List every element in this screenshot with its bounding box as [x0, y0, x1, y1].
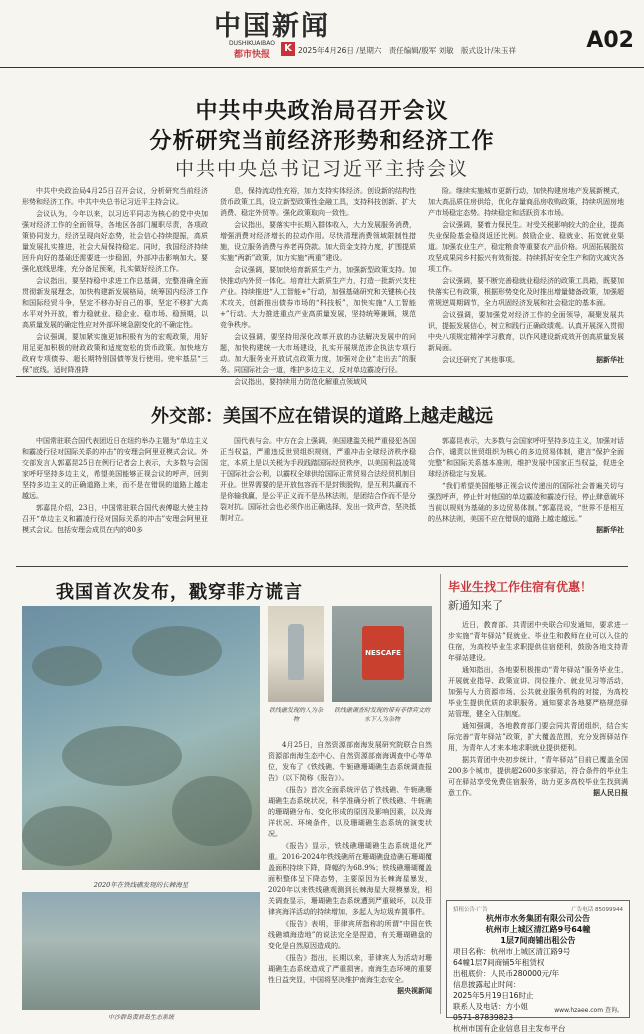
- paragraph: 会议认为，今年以来，以习近平同志为核心的党中央加强对经济工作的全面领导，各地区各部门履职尽责，各项政策协同发力，经济呈现向好态势，社会信心持续提振，高质量发展扎实推进，社会大局保持稳定。同时，我国经济持续回升向好的基础还需要进一步稳固，外部冲击影响加大。要强化底线思维，充分备足预案，扎实做好经济工作。: [22, 210, 208, 273]
- issue-meta: [298, 45, 521, 56]
- brand-logo-icon: K: [281, 42, 295, 56]
- paragraph: 《报告》表明，菲律宾所指称的所谓“中国在铁线礁填海造地”的说法完全是捏造，有关珊瑚礁盘的变化是自然原因造成的。: [268, 920, 432, 950]
- ad-address: 杭州市上城区清江路9号64幢: [485, 925, 591, 934]
- ad-header: [453, 905, 623, 913]
- paragraph: 国代表与会。中方在会上强调，美国建滥关税严重侵犯各国正当权益，严重违反世贸组织规则，严重冲击全球经济秩序稳定，本质上是以关税为手段践踏国际经贸秩序，以美国利益凌驾于国际社会公利，以霸权全球供给国际正常贸易合法经贸机制目开业。世界需要的是开放包容而不是封锁脱钩，是互利共赢而不是你输我赢，是公平正义而不是丛林法则，是团结合作而不是分裂对抗。国际社会也必须作出正确选择，发出一致声音，坚决抵制对立。: [220, 437, 416, 522]
- designer-credit: 版式设计/朱玉祥: [461, 46, 517, 55]
- lead-source: 据新华社: [596, 356, 624, 364]
- ad-floor: 1层7间商铺出租公告: [500, 936, 576, 945]
- ad-header-right: 广告电话 85099944: [571, 907, 623, 913]
- paragraph: 近日，教育部、共青团中央联合印发通知，要求进一步实施“青年驿站”促就业、毕业生和教师在业可以入住的住宿，为高校毕业生求职提供住宿便利，鼓励各地支持青年驿站建设。: [448, 621, 628, 662]
- article4-body: [448, 620, 628, 892]
- ad-website: www.hzaee.com 查询。: [554, 1007, 623, 1014]
- paragraph: 通知指出，各地要积极推动“青年驿站”服务毕业生，开展就业指导、政策宣讲、岗位推介、就业见习等活动，加强与人力资源市场、公共就业服务机构的对接，为高校毕业生提供优质的求职服务。通知要求各地要严格规范驿站管理，健全入住制度。: [448, 666, 628, 718]
- brand-pinyin: DUSHIKUAIBAO: [229, 40, 275, 47]
- reef-ecosystem-photo: [22, 892, 260, 1010]
- can-label: NESCAFE: [362, 626, 404, 680]
- paragraph: 郭嘉昆介绍，23日，中国常驻联合国代表傅聪大使主持召开“单边主义和霸凌行径对国际关系的冲击”安理会阿里亚模式会议。包括安理会成员在内的80多: [22, 504, 208, 534]
- paragraph: 会议强调，要加紧实施更加积极有为的宏观政策，用好用足更加积极的财政政策和适度宽松的货币政策。加快地方政府专项债券、超长期特别国债等发行使用。兜牢基层“三保”底线。适时降准降: [22, 333, 208, 374]
- issue-date: 2025年4月26日 /星期六: [298, 46, 382, 55]
- editor-credit: 责任编辑/殷军 刘敏: [388, 46, 454, 55]
- paragraph: 会议强调，要坚持用深化改革开放的办法解决发展中的问题，加快构建统一大市场建设，扎实开展规范涉企执法专项行动。加大服务业开放试点政策力度，加强对企业“走出去”的服务。同国际社会一道，维护多边主义，反对单边霸凌行径。: [220, 333, 416, 374]
- article2-headline: 外交部：美国不应在错误的道路上越走越远: [151, 406, 493, 427]
- lead-headline-line1: 中共中央政治局召开会议: [195, 99, 449, 124]
- divider: [16, 566, 628, 567]
- paragraph: 据共青团中央初步统计，“青年驿站”目前已覆盖全国200多个城市，提供超2600多家驿站，符合条件的毕业生可在驿站享受免费住宿服务，助力更多高校毕业生找到满意工作。: [448, 756, 628, 797]
- photo-caption: 铁线礁调查时发现的带有菲律宾文的水下人为杂物: [333, 707, 430, 723]
- divider: [16, 376, 628, 377]
- paragraph: “我们希望美国能够正视会议传递出的国际社会普遍关切与强烈呼声，停止针对他国的单边霸凌和霸凌行径，停止肆意破坏当前以规则为基础的多边贸易体制。”郭嘉昆说，“世界不是相互的丛林法则，美国不应在错误的道路上越走越远。”: [428, 482, 624, 523]
- paragraph: 会议强调，要加强党对经济工作的全面领导，凝聚发展共识，提振发展信心，树立和践行正确政绩观。认真开展深入贯彻中央八项规定精神学习教育，以作风建设新成效开创高质量发展新局面。: [428, 311, 624, 352]
- photo-caption: 2020年在铁线礁发现的长棘海星: [93, 881, 189, 889]
- ad-detail: 项目名称：杭州市上城区清江路9号: [453, 947, 571, 956]
- paragraph: 中国常驻联合国代表团近日在纽约举办主题为“单边主义和霸凌行径对国际关系的冲击”的安理会阿里亚模式会议。外交部发言人郭嘉昆25日在例行记者会上表示，大多数与会国家呼吁坚持多边主义，希望美国能够正视会议的呼声，回到坚持多边主义的正确道路上来，而不是在错误的道路上越走越远。: [22, 437, 208, 500]
- ad-publisher: 杭州市国有企业信息目主发布平台: [453, 1024, 566, 1033]
- page-number: A02: [586, 28, 634, 53]
- paragraph: 会议强调，要加快培育新质生产力，加强新型政策支持。加快推动内外贸一体化。培育壮大新质生产力，打造一批新兴支柱产业。持续推进“人工智能+”行动，加强基础研究和关键核心技术攻关，创新推出债券市场的“科技板”，加快实施“人工智能+”行动。大力推进重点产业高质量发展，坚持统筹兼顾，规范竞争秩序。: [220, 266, 416, 329]
- ad-detail: 信息披露起止时间：: [453, 980, 521, 989]
- coral-reef-photo: [22, 606, 260, 870]
- article4-subheadline: 新通知来了: [448, 599, 503, 612]
- article4-source: 据人民日报: [593, 789, 628, 797]
- paragraph: 会议指出，要落实中长期入群体收入，大力发展服务消费，增强消费对经济增长的拉动作用。尽快清理消费领域限制性措施，设立服务消费与养老再贷款。加大资金支持力度，扩围提质实施“两新”政策，加力实施“两重”建设。: [220, 221, 416, 262]
- paragraph: 会议强调，要不断完善稳就业稳经济的政策工具箱，既要加快落实已有政策，根据形势变化及时推出增量储备政策，加强超常规逆周期调节，全力巩固经济发展和社会稳定的基本面。: [428, 277, 624, 307]
- ad-contact: 联系人及电话：方小姐: [453, 1002, 528, 1011]
- debris-can-photo: [332, 606, 432, 702]
- article3-headline: 我国首次发布，戳穿菲方谎言: [56, 582, 303, 603]
- ad-phone: 0571-87839823: [453, 1013, 513, 1022]
- ad-header-left: 招租公告·广告: [453, 907, 488, 913]
- paragraph: 会议还研究了其他事项。: [442, 356, 519, 364]
- debris-bottle-photo: [268, 606, 324, 702]
- rental-notice-ad: [446, 900, 630, 1033]
- ad-detail: 出租底价：人民币280000元/年: [453, 969, 560, 978]
- masthead: [0, 0, 644, 68]
- paragraph: 《报告》显示，铁线礁珊瑚礁生态系统退化严重。2016-2024年铁线礁所在珊瑚礁盘造礁石珊瑚覆盖面积持续下降，降幅约为68.9%；铁线礁珊瑚覆盖面积整体呈下降态势，主要原因为长棘海星暴发，2020年以来铁线礁观测到长棘海星大规模暴发，相关调查显示，珊瑚礁生态系统遭到严重破坏，以及菲律宾海洋活动的持续增加，多起人为垃圾弃置事件。: [268, 842, 432, 916]
- paragraph: 息，保持流动性充裕，加力支持实体经济。创设新的结构性货币政策工具，设立新型政策性金融工具，支持科技创新、扩大消费、稳定外贸等。强化政策取向一致性。: [220, 187, 416, 217]
- column-divider: [440, 574, 441, 1014]
- paragraph: 郭嘉昆表示，大多数与会国家呼吁坚持多边主义，加强对话合作，谴责以世贸组织为核心的多边贸易体制，建言“保护全面完整”和国际关系基本准则，维护发展中国家正当权益，促进全球经济稳定与发展。: [428, 437, 624, 478]
- section-title: 中国新闻: [214, 11, 330, 42]
- article2-column-3: [428, 436, 624, 554]
- paragraph: 险。继续实施城市更新行动，加快构建房地产发展新模式，加大高品质住房供给，优化存量商品房收购政策，持续巩固房地产市场稳定态势。持续稳定和活跃资本市场。: [428, 187, 624, 217]
- lead-column-1: [22, 186, 208, 374]
- ad-detail: 2025年5月19日16时止: [453, 991, 534, 1000]
- lead-column-2: [220, 186, 416, 386]
- paragraph: 通知强调，各地教育部门要会同共青团组织，结合实际完善“青年驿站”政策，扩大覆盖范围，充分发挥驿站作用，为青年人才来本地求职就业提供便利。: [448, 722, 628, 752]
- article3-body: [268, 740, 432, 1012]
- lead-subheadline: 中共中央总书记习近平主持会议: [174, 158, 469, 180]
- ad-detail: 64幢1层7间商铺5年租赁权: [453, 958, 545, 967]
- article4-headline: 毕业生找工作住宿有优惠！: [448, 580, 593, 594]
- article2-column-1: [22, 436, 208, 554]
- paragraph: 会议强调，要着力保民生。对受关税影响较大的企业，提高失业保险基金稳岗返还比例。鼓励企业、稳就业、拓宽就业渠道。加强农业生产，稳定粮食等重要农产品价格。巩固拓展脱贫攻坚成果同乡村振兴有效衔接。持续抓好安全生产和防灾减灾各项工作。: [428, 221, 624, 273]
- paragraph: 《报告》首次全面系统评估了铁线礁、牛轭礁珊瑚礁生态系统状况，科学准确分析了铁线礁、牛轭礁的珊瑚礁分布、变化形成的原因及影响因素，以及海洋状况、环境条件，以及珊瑚礁生态系统的演变状况。: [268, 786, 432, 838]
- paragraph: 《报告》指出，长期以来，菲律宾人为活动对珊瑚礁生态系统造成了严重损害。南海生态环境的重要性日益突显，中国将坚决维护南海生态安全。: [268, 954, 432, 984]
- ad-company: 杭州市水务集团有限公司公告: [486, 914, 590, 923]
- article3-source: 据央视新闻: [397, 987, 432, 995]
- paragraph: 中共中央政治局4月25日召开会议，分析研究当前经济形势和经济工作。中共中央总书记习近平主持会议。: [22, 187, 208, 206]
- brand: [226, 40, 278, 60]
- lead-column-3: [428, 186, 624, 366]
- paragraph: 4月25日，自然资源部南海发展研究院联合自然资源部南海生态中心、自然资源部南海调查中心等单位，发布了《铁线礁、牛轭礁珊瑚礁生态系统调查报告》（以下简称《报告》）。: [268, 741, 432, 782]
- photo-caption: 中沙群岛黄岩岛生态系统: [107, 1014, 174, 1021]
- lead-headline-line2: 分析研究当前经济形势和经济工作: [149, 129, 495, 154]
- photo-caption: 铁线礁发现的人为杂物: [268, 707, 323, 723]
- article2-source: 据新华社: [596, 526, 624, 534]
- brand-cn: 都市快报: [233, 50, 270, 60]
- paragraph: 会议指出，要坚持稳中求进工作总基调，完整准确全面贯彻新发展理念，加快构建新发展格局，统筹国内经济工作和国际经贸斗争，坚定不移办好自己的事，坚定不移扩大高水平对外开放，着力稳就业、稳企业、稳市场、稳预期，以高质量发展的确定性应对外部环境急剧变化的不确定性。: [22, 277, 208, 329]
- paragraph: 会议指出，要持续用力防范化解重点领域风: [234, 378, 367, 386]
- article2-column-2: [220, 436, 416, 554]
